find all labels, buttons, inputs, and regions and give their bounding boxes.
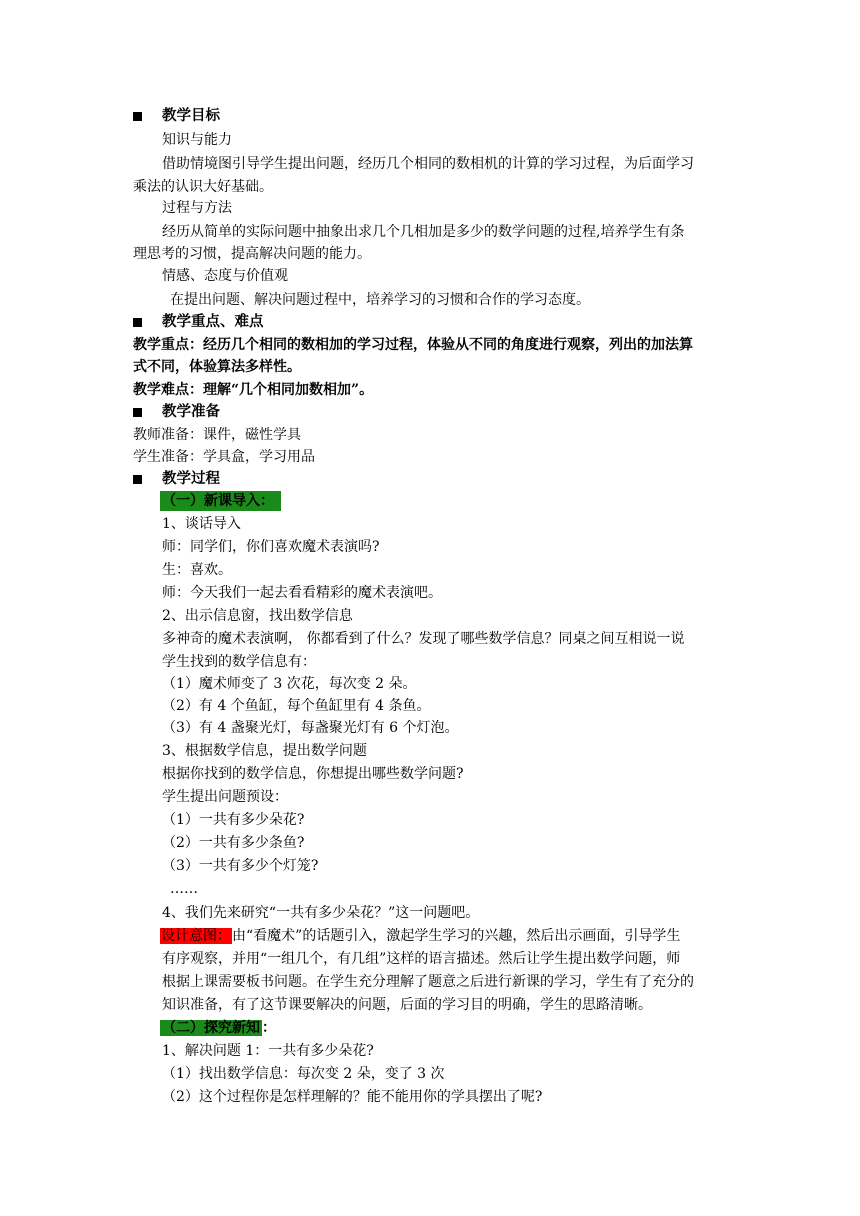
list-item: （2）这个过程你是怎样理解的？能不能用你的学具摆出了呢? [162,1089,543,1105]
list-item: …… [170,881,198,897]
paragraph-line: 乘法的认识大好基础。 [133,179,273,195]
subheading-process: 过程与方法 [162,200,232,216]
paragraph-line: 学生准备：学具盒，学习用品 [133,449,315,465]
list-item: 根据你找到的数学信息，你想提出哪些数学问题? [162,766,464,782]
list-item: 师：同学们，你们喜欢魔术表演吗? [162,539,380,555]
list-item: （1）魔术师变了 3 次花，每次变 2 朵。 [162,676,417,692]
design-intent-line [160,926,680,946]
paragraph-line: 经历从简单的实际问题中抽象出求几个几相加是多少的数学问题的过程,培养学生有条 [162,224,685,240]
heading-colon: ： [262,1020,276,1036]
subheading-attitude: 情感、态度与价值观 [162,268,288,284]
red-highlight: 设计意图： [161,928,231,944]
subheading-knowledge: 知识与能力 [162,132,232,148]
list-item: 学生找到的数学信息有： [162,654,316,670]
green-highlight: （二）探究新知 [162,1020,260,1036]
list-item: （2）一共有多少条鱼? [162,835,305,851]
paragraph-line: 教师准备：课件，磁性学具 [133,427,301,443]
list-item: 4、我们先来研究“一共有多少朵花？”这一问题吧。 [162,905,480,921]
part-one-heading [160,491,281,511]
list-item: 生：喜欢。 [162,562,232,578]
section-title-goals: 教学目标 [162,107,220,124]
part-two-heading [160,1018,276,1038]
section-title-focus: 教学重点、难点 [162,313,264,330]
bullet-icon [133,318,142,327]
list-item: 1、解决问题 1：一共有多少朵花? [162,1043,374,1059]
paragraph-line: 理思考的习惯，提高解决问题的能力。 [133,246,371,262]
list-item: （3）一共有多少个灯笼? [162,858,319,874]
paragraph-line: 知识准备，有了这节课要解决的问题，后面的学习目的明确，学生的思路清晰。 [162,997,652,1013]
list-item: （2）有 4 个鱼缸，每个鱼缸里有 4 条鱼。 [162,698,431,714]
paragraph-line: 由“看魔术”的话题引入，激起学生学习的兴趣，然后出示画面，引导学生 [232,928,681,944]
paragraph-line: 教学难点：理解“几个相同加数相加”。 [133,382,374,398]
paragraph-line: 教学重点：经历几个相同的数相加的学习过程，体验从不同的角度进行观察，列出的加法算 [133,337,693,353]
section-title-process: 教学过程 [162,470,220,487]
list-item: 多神奇的魔术表演啊， 你都看到了什么？发现了哪些数学信息？同桌之间互相说一说 [162,631,685,647]
paragraph-line: 借助情境图引导学生提出问题，经历几个相同的数相机的计算的学习过程，为后面学习 [162,156,694,172]
list-item: 师：今天我们一起去看看精彩的魔术表演吧。 [162,585,442,601]
list-item: 2、出示信息窗，找出数学信息 [162,608,353,624]
section-title-prep: 教学准备 [162,403,220,420]
list-item: （1）找出数学信息：每次变 2 朵，变了 3 次 [162,1066,445,1082]
list-item: （1）一共有多少朵花? [162,812,305,828]
green-highlight: （一）新课导入： [160,491,281,511]
bullet-icon [133,475,142,484]
paragraph-line: 根据上课需要板书问题。在学生充分理解了题意之后进行新课的学习，学生有了充分的 [162,974,694,990]
list-item: （3）有 4 盏聚光灯，每盏聚光灯有 6 个灯泡。 [162,720,459,736]
paragraph-line: 在提出问题、解决问题过程中，培养学习的习惯和合作的学习态度。 [170,292,590,308]
paragraph-line: 式不同，体验算法多样性。 [133,359,301,375]
list-item: 1、谈话导入 [162,516,241,532]
list-item: 3、根据数学信息，提出数学问题 [162,743,367,759]
bullet-icon [133,408,142,417]
bullet-icon [133,112,142,121]
list-item: 学生提出问题预设： [162,789,288,805]
paragraph-line: 有序观察，并用“一组几个，有几组”这样的语言描述。然后让学生提出数学问题，师 [162,951,681,967]
